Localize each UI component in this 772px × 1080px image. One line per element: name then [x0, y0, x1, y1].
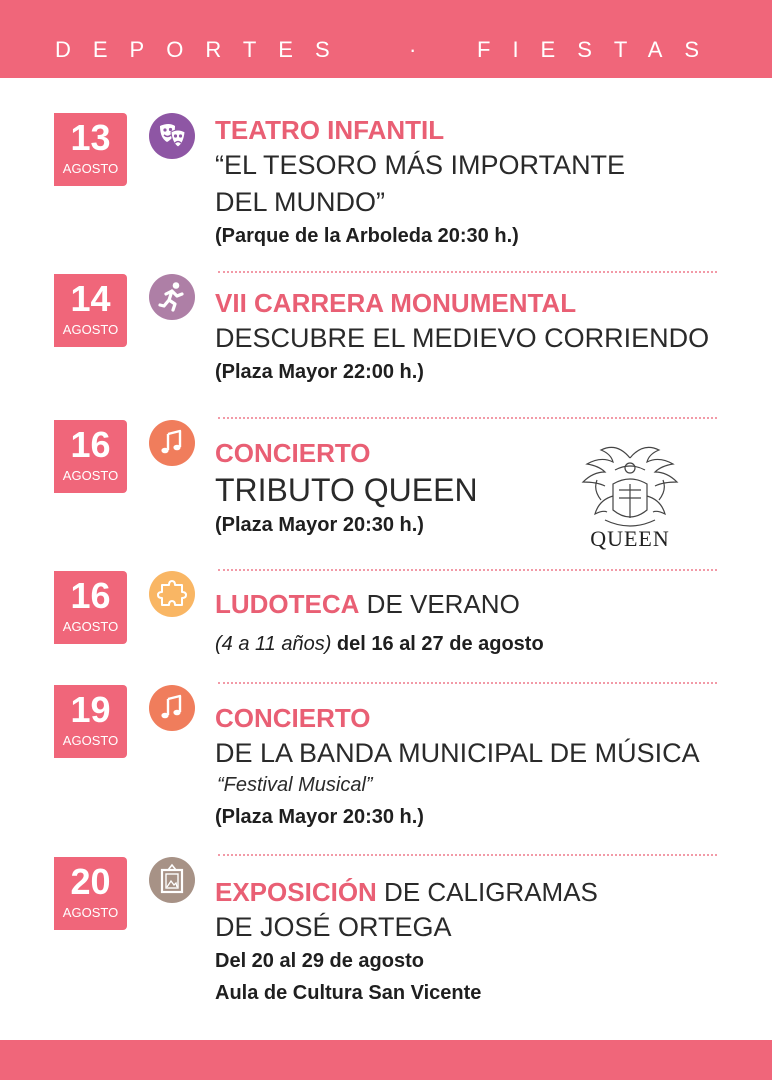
event-text: [215, 571, 735, 659]
event-detail: Del 20 al 29 de agosto: [215, 950, 424, 972]
event-text: [215, 857, 735, 1008]
queen-crest-logo: [575, 440, 685, 558]
puzzle-icon: [149, 571, 195, 617]
event-text: [215, 113, 735, 251]
event-title: [215, 587, 735, 621]
date-day: 19: [70, 689, 111, 730]
date-day: 16: [70, 575, 111, 616]
dotted-divider: [218, 271, 717, 273]
queen-logo-text: QUEEN: [590, 526, 670, 551]
music-note-icon: [149, 685, 195, 731]
date-month: AGOSTO: [62, 322, 119, 337]
event-title-strong: EXPOSICIÓN: [215, 877, 377, 907]
event-title-rest: DE CALIGRAMAS: [376, 877, 598, 907]
event-detail: [215, 629, 735, 659]
header-bar: [0, 0, 772, 78]
runner-icon: [149, 274, 195, 320]
event-title-rest: DE VERANO: [359, 589, 520, 619]
date-badge: [54, 571, 127, 644]
event-detail: Aula de Cultura San Vicente: [215, 982, 482, 1004]
date-month: AGOSTO: [62, 161, 119, 176]
event-detail: (Plaza Mayor 20:30 h.): [215, 806, 424, 828]
dotted-divider: [218, 682, 717, 684]
event-detail: (Plaza Mayor 20:30 h.): [215, 514, 424, 536]
date-month: AGOSTO: [62, 905, 119, 920]
date-month: AGOSTO: [62, 468, 119, 483]
date-badge: [54, 857, 127, 930]
event-text: [215, 274, 735, 387]
event-line: DE JOSÉ ORTEGA: [215, 912, 452, 942]
event-line: DE LA BANDA MUNICIPAL DE MÚSICA: [215, 738, 700, 768]
event-line: DEL MUNDO”: [215, 187, 386, 217]
header-separator: ·: [409, 37, 417, 62]
event-title-strong: LUDOTECA: [215, 589, 360, 619]
event-title: TEATRO INFANTIL: [215, 115, 445, 145]
music-note-icon: [149, 420, 195, 466]
date-day: 16: [70, 424, 111, 465]
event-line: DESCUBRE EL MEDIEVO CORRIENDO: [215, 323, 710, 353]
event-title: CONCIERTO: [215, 703, 371, 733]
event-detail: (Plaza Mayor 22:00 h.): [215, 361, 424, 383]
event-dates: del 16 al 27 de agosto: [331, 633, 544, 655]
header-left-label: DEPORTES: [55, 37, 352, 62]
date-badge: [54, 274, 127, 347]
event-text: [215, 685, 735, 832]
event-subtitle: “Festival Musical”: [217, 774, 373, 796]
event-age-range: (4 a 11 años): [215, 633, 332, 655]
date-day: 20: [70, 861, 111, 902]
date-month: AGOSTO: [62, 619, 119, 634]
dotted-divider: [218, 854, 717, 856]
date-badge: [54, 113, 127, 186]
dotted-divider: [218, 417, 717, 419]
header-right-label: FIESTAS: [477, 37, 722, 62]
date-badge: [54, 420, 127, 493]
event-line: TRIBUTO QUEEN: [215, 472, 478, 508]
event-title: [215, 875, 735, 909]
date-day: 14: [70, 278, 111, 319]
event-detail: (Parque de la Arboleda 20:30 h.): [215, 225, 519, 247]
date-month: AGOSTO: [62, 733, 119, 748]
event-line: “EL TESORO MÁS IMPORTANTE: [215, 150, 626, 180]
theater-masks-icon: [149, 113, 195, 159]
date-day: 13: [70, 117, 111, 158]
event-title: CONCIERTO: [215, 438, 371, 468]
framed-picture-icon: [149, 857, 195, 903]
event-title: VII CARRERA MONUMENTAL: [215, 288, 577, 318]
footer-bar: [0, 1040, 772, 1080]
date-badge: [54, 685, 127, 758]
